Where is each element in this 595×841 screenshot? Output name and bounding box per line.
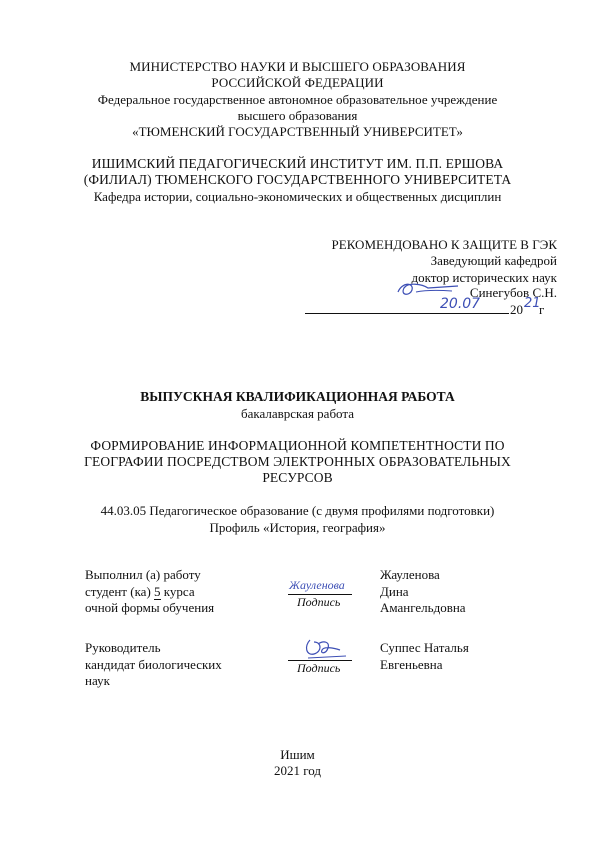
approval-date-handwritten: 20.07 (440, 296, 481, 312)
student-signature: Жауленова (289, 578, 345, 592)
approval-year-suffix: г (539, 302, 545, 317)
education-level-line: высшего образования (237, 108, 358, 123)
program-profile: Профиль «История, география» (209, 520, 386, 535)
student-patronymic: Амангельдовна (380, 600, 466, 615)
approval-degree: доктор исторических наук (411, 270, 557, 285)
work-title-line1: ФОРМИРОВАНИЕ ИНФОРМАЦИОННОЙ КОМПЕТЕНТНОСТИ ПО (90, 438, 505, 453)
student-label-line3: очной формы обучения (85, 600, 215, 615)
student-label-suffix: курса (160, 584, 195, 599)
student-label-prefix: студент (ка) (85, 584, 155, 599)
approval-role: Заведующий кафедрой (430, 253, 557, 268)
university-name: «ТЮМЕНСКИЙ ГОСУДАРСТВЕННЫЙ УНИВЕРСИТЕТ» (132, 124, 463, 139)
institution-type-line: Федеральное государственное автономное образовательное учреждение (97, 92, 498, 107)
approval-name: Синегубов С.Н. (469, 285, 557, 300)
work-type: ВЫПУСКНАЯ КВАЛИФИКАЦИОННАЯ РАБОТА (140, 389, 455, 404)
supervisor-name-line1: Суппес Наталья (380, 640, 469, 655)
work-title-line2: ГЕОГРАФИИ ПОСРЕДСТВОМ ЭЛЕКТРОННЫХ ОБРАЗОВАТЕЛЬНЫХ (84, 454, 511, 469)
student-signature-caption: Подпись (297, 595, 341, 609)
department-name: Кафедра истории, социально-экономических и общественных дисциплин (93, 189, 502, 204)
student-label-line2 (85, 584, 195, 599)
footer-city: Ишим (280, 747, 315, 762)
approval-year-prefix: 20 (510, 302, 523, 317)
supervisor-signature-caption: Подпись (297, 661, 341, 675)
supervisor-signature (300, 636, 352, 662)
program-code: 44.03.05 Педагогическое образование (с двумя профилями подготовки) (100, 503, 495, 518)
student-label-line1: Выполнил (а) работу (85, 567, 201, 582)
footer-year: 2021 год (274, 763, 321, 778)
ministry-line: МИНИСТЕРСТВО НАУКИ И ВЫСШЕГО ОБРАЗОВАНИЯ (129, 59, 466, 74)
student-surname: Жауленова (380, 567, 440, 582)
work-title-line3: РЕСУРСОВ (262, 470, 333, 485)
supervisor-label-line1: Руководитель (85, 640, 161, 655)
student-first-name: Дина (380, 584, 409, 599)
student-course: 5 (154, 584, 161, 599)
supervisor-label-line2: кандидат биологических (85, 657, 222, 672)
supervisor-name-line2: Евгеньевна (380, 657, 443, 672)
approval-date-line (305, 313, 509, 314)
approval-year-handwritten: 21 (524, 296, 541, 311)
work-subtype: бакалаврская работа (241, 406, 354, 421)
supervisor-label-line3: наук (85, 673, 110, 688)
federation-line: РОССИЙСКОЙ ФЕДЕРАЦИИ (211, 75, 384, 90)
institute-name-line1: ИШИМСКИЙ ПЕДАГОГИЧЕСКИЙ ИНСТИТУТ ИМ. П.П. ЕРШОВА (91, 156, 504, 171)
approval-title: РЕКОМЕНДОВАНО К ЗАЩИТЕ В ГЭК (331, 237, 557, 252)
institute-name-line2: (ФИЛИАЛ) ТЮМЕНСКОГО ГОСУДАРСТВЕННОГО УНИВЕРСИТЕТА (83, 172, 512, 187)
